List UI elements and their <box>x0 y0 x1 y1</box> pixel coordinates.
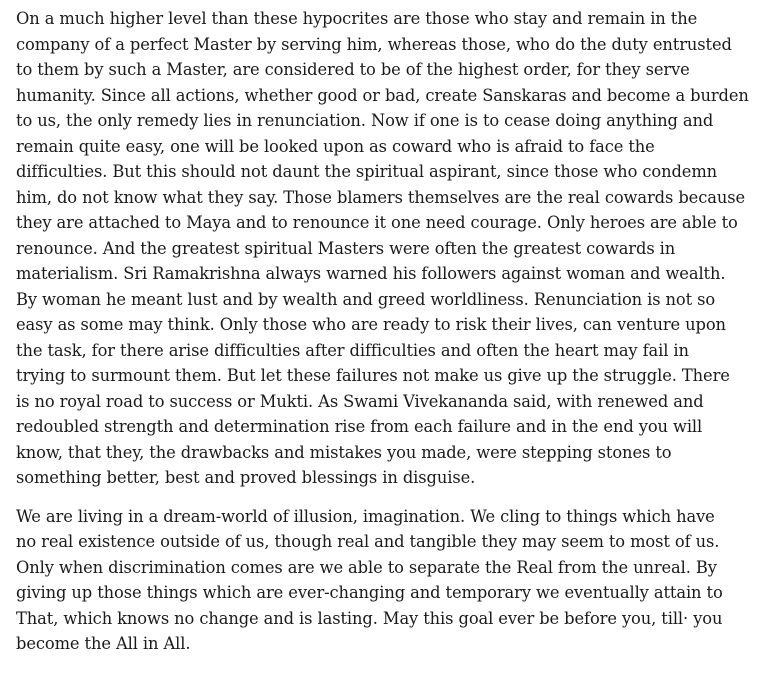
text-line: We are living in a dream-world of illusion, imagination. We cling to things which have <box>16 506 715 526</box>
text-line: they are attached to Maya and to renounce it one need courage. Only heroes are able to <box>16 213 738 232</box>
text-line: humanity. Since all actions, whether good or bad, create Sanskaras and become a burden <box>16 85 749 105</box>
text-line: is no royal road to success or Mukti. As Swami Vivekananda said, with renewed and <box>16 391 704 411</box>
text-line: redoubled strength and determination rise from each failure and in the end you will <box>16 417 703 436</box>
text-line: company of a perfect Master by serving him, whereas those, who do the duty entrusted <box>16 34 732 54</box>
text-line: him, do not know what they say. Those blamers themselves are the real cowards because <box>16 187 745 207</box>
text-line: the task, for there arise difficulties after difficulties and often the heart may fail in <box>16 340 689 360</box>
text-line: know, that they, the drawbacks and mistakes you made, were stepping stones to <box>16 442 672 462</box>
text-line: materialism. Sri Ramakrishna always warned his followers against woman and wealth. <box>16 264 726 283</box>
text-line: By woman he meant lust and by wealth and greed worldliness. Renunciation is not so <box>16 289 716 309</box>
paragraph-illusion <box>16 504 770 657</box>
text-line: to us, the only remedy lies in renunciation. Now if one is to cease doing anything and <box>16 111 714 130</box>
text-line: giving up those things which are ever-changing and temporary we eventually attain to <box>16 583 723 602</box>
text-line: trying to surmount them. But let these failures not make us give up the struggle. There <box>16 366 730 385</box>
text-line: easy as some may think. Only those who are ready to risk their lives, can venture upon <box>16 315 726 334</box>
text-line: become the All in All. <box>16 634 191 653</box>
text-line: to them by such a Master, are considered to be of the highest order, for they serve <box>16 60 690 79</box>
text-line: On a much higher level than these hypocrites are those who stay and remain in the <box>16 9 698 28</box>
text-line: Only when discrimination comes are we able to separate the Real from the unreal. By <box>16 557 717 577</box>
text-line: no real existence outside of us, though real and tangible they may seem to most of us. <box>16 532 720 551</box>
text-line: That, which knows no change and is lasting. May this goal ever be before you, till· you <box>16 608 723 628</box>
text-line: remain quite easy, one will be looked upon as coward who is afraid to face the <box>16 136 655 156</box>
text-line: renounce. And the greatest spiritual Masters were often the greatest cowards in <box>16 238 676 258</box>
paragraph-renunciation <box>16 6 770 491</box>
text-line: something better, best and proved blessings in disguise. <box>16 468 476 487</box>
text-line: difficulties. But this should not daunt the spiritual aspirant, since those who condemn <box>16 162 718 181</box>
